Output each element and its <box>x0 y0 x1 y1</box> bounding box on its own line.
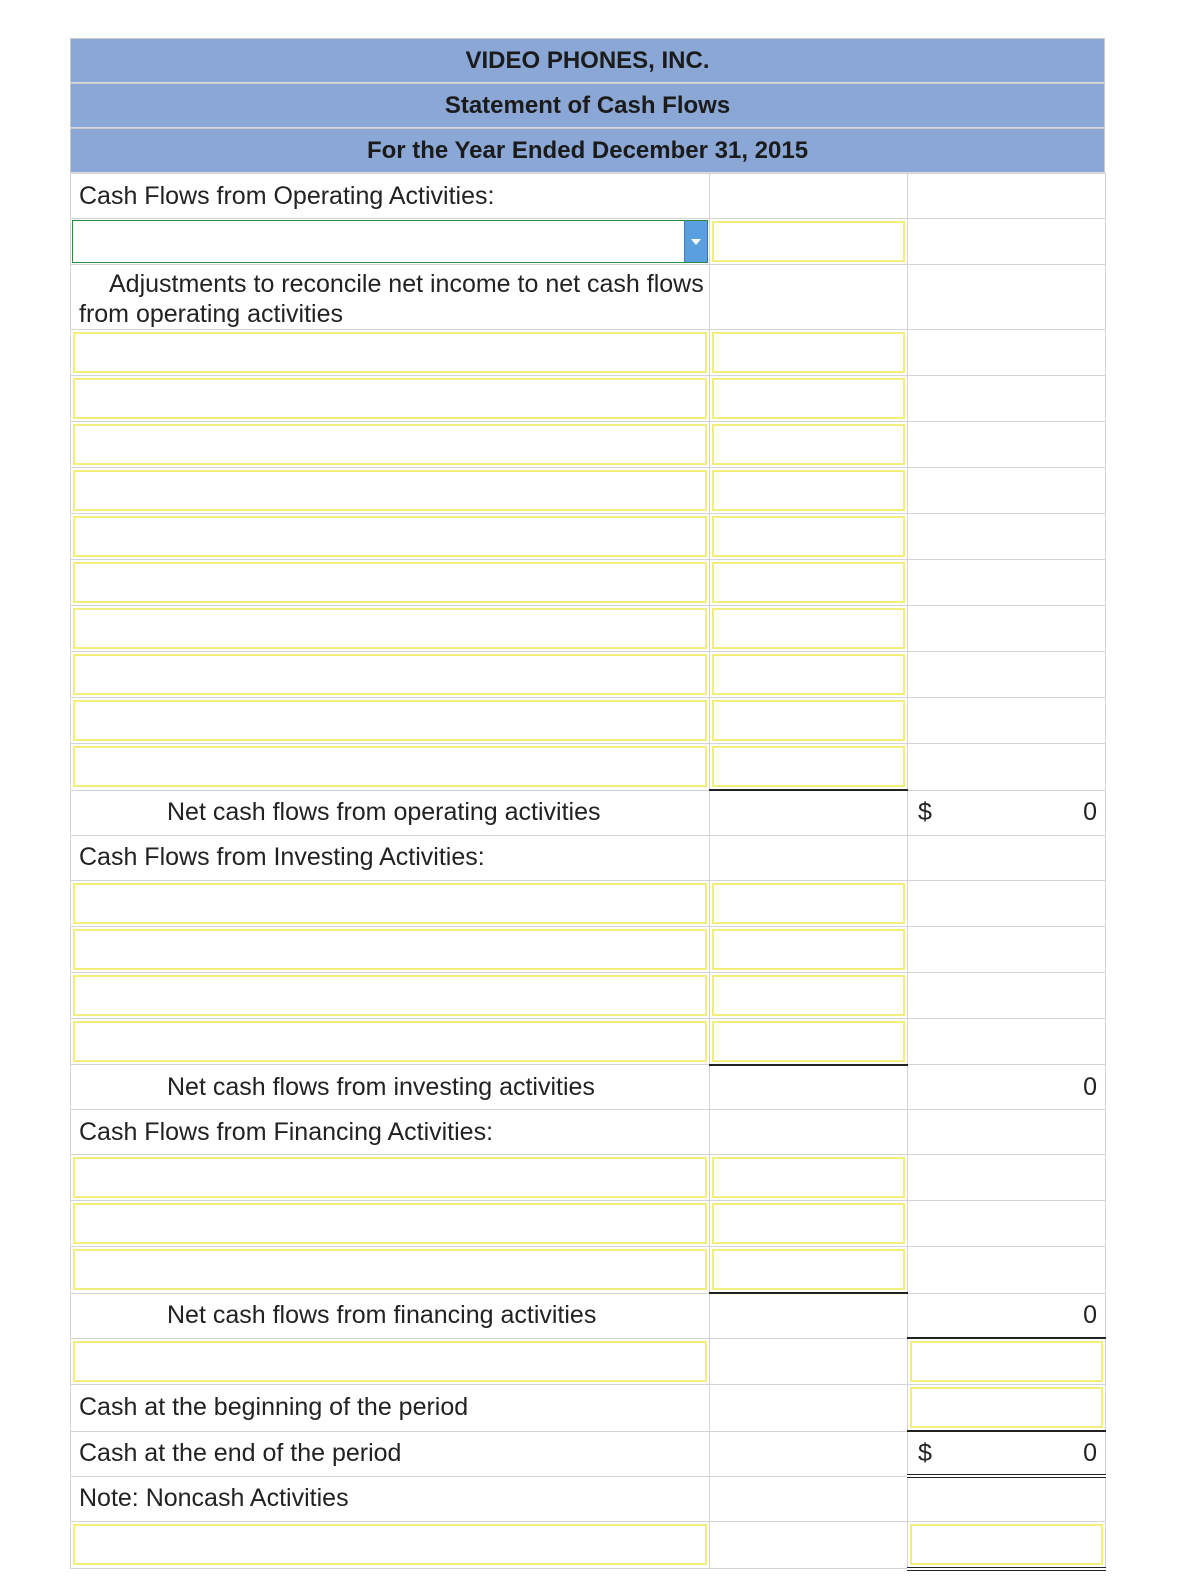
noncash-amount-input[interactable] <box>910 1524 1103 1565</box>
investing-row <box>71 972 1106 1018</box>
statement-period: For the Year Ended December 31, 2015 <box>70 128 1105 173</box>
financing-heading-row <box>71 1110 1106 1155</box>
adjustment-amount-input[interactable] <box>712 608 905 649</box>
operating-adjustment-row <box>71 422 1106 468</box>
noncash-heading: Note: Noncash Activities <box>71 1476 710 1521</box>
currency-symbol: $ <box>918 1438 932 1467</box>
investing-row <box>71 926 1106 972</box>
investing-description-input[interactable] <box>73 883 707 924</box>
operating-adjustment-row <box>71 376 1106 422</box>
noncash-row <box>71 1521 1106 1569</box>
operating-adjustment-row <box>71 652 1106 698</box>
net-income-row <box>71 219 1106 265</box>
investing-heading: Cash Flows from Investing Activities: <box>71 835 710 880</box>
operating-heading-row <box>71 174 1106 219</box>
dropdown-arrow-icon[interactable] <box>684 221 707 262</box>
adjustment-description-input[interactable] <box>73 700 707 741</box>
operating-adjustment-row <box>71 606 1106 652</box>
adjustments-label: Adjustments to reconcile net income to net cash flows from operating activities <box>79 270 704 328</box>
noncash-description-input[interactable] <box>73 1524 707 1565</box>
operating-adjustment-row <box>71 514 1106 560</box>
noncash-heading-row <box>71 1476 1106 1521</box>
adjustment-amount-input[interactable] <box>712 470 905 511</box>
cash-end-row <box>71 1431 1106 1476</box>
financing-amount-input[interactable] <box>712 1249 905 1290</box>
investing-heading-row <box>71 835 1106 880</box>
net-change-row <box>71 1338 1106 1385</box>
investing-amount-input[interactable] <box>712 929 905 970</box>
adjustment-description-input[interactable] <box>73 424 707 465</box>
cash-flow-statement <box>70 38 1105 1571</box>
operating-adjustment-row <box>71 560 1106 606</box>
net-change-amount-input[interactable] <box>910 1341 1103 1382</box>
cash-beginning-row <box>71 1385 1106 1432</box>
investing-amount-input[interactable] <box>712 975 905 1016</box>
adjustment-amount-input[interactable] <box>712 424 905 465</box>
financing-description-input[interactable] <box>73 1249 707 1290</box>
investing-row <box>71 1018 1106 1065</box>
adjustment-description-input[interactable] <box>73 470 707 511</box>
currency-symbol: $ <box>918 798 932 826</box>
operating-adjustment-row <box>71 744 1106 791</box>
net-operating-value: 0 <box>1083 798 1097 826</box>
adjustment-amount-input[interactable] <box>712 378 905 419</box>
operating-adjustment-row <box>71 468 1106 514</box>
cash-beginning-label: Cash at the beginning of the period <box>71 1385 710 1432</box>
net-operating-row <box>71 790 1106 835</box>
net-investing-value: 0 <box>1083 1072 1097 1101</box>
statement-table <box>70 173 1106 1571</box>
cash-beginning-input[interactable] <box>910 1387 1103 1428</box>
financing-amount-input[interactable] <box>712 1203 905 1244</box>
net-investing-label: Net cash flows from investing activities <box>71 1065 710 1110</box>
net-financing-row <box>71 1293 1106 1338</box>
financing-heading: Cash Flows from Financing Activities: <box>71 1110 710 1155</box>
adjustment-description-input[interactable] <box>73 378 707 419</box>
adjustment-description-input[interactable] <box>73 562 707 603</box>
financing-row <box>71 1155 1106 1201</box>
net-investing-row <box>71 1065 1106 1110</box>
operating-heading: Cash Flows from Operating Activities: <box>71 174 710 219</box>
cash-end-label: Cash at the end of the period <box>71 1431 710 1476</box>
financing-row <box>71 1247 1106 1294</box>
operating-adjustment-row <box>71 330 1106 376</box>
investing-description-input[interactable] <box>73 929 707 970</box>
financing-row <box>71 1201 1106 1247</box>
company-name: VIDEO PHONES, INC. <box>70 38 1105 83</box>
adjustment-description-input[interactable] <box>73 746 707 787</box>
adjustment-amount-input[interactable] <box>712 516 905 557</box>
net-operating-label: Net cash flows from operating activities <box>71 790 710 835</box>
investing-amount-input[interactable] <box>712 1021 905 1062</box>
financing-description-input[interactable] <box>73 1157 707 1198</box>
adjustment-amount-input[interactable] <box>712 700 905 741</box>
investing-description-input[interactable] <box>73 975 707 1016</box>
adjustment-description-input[interactable] <box>73 516 707 557</box>
investing-row <box>71 880 1106 926</box>
net-income-dropdown[interactable] <box>72 220 708 263</box>
net-financing-value: 0 <box>1083 1300 1097 1329</box>
cash-end-value: 0 <box>1083 1438 1097 1467</box>
adjustment-description-input[interactable] <box>73 332 707 373</box>
net-financing-label: Net cash flows from financing activities <box>71 1293 710 1338</box>
adjustment-amount-input[interactable] <box>712 562 905 603</box>
investing-description-input[interactable] <box>73 1021 707 1062</box>
adjustment-description-input[interactable] <box>73 608 707 649</box>
financing-description-input[interactable] <box>73 1203 707 1244</box>
net-income-amount-input[interactable] <box>712 221 905 262</box>
financing-amount-input[interactable] <box>712 1157 905 1198</box>
statement-title: Statement of Cash Flows <box>70 83 1105 128</box>
adjustment-amount-input[interactable] <box>712 654 905 695</box>
operating-adjustment-row <box>71 698 1106 744</box>
adjustment-amount-input[interactable] <box>712 332 905 373</box>
adjustments-row <box>71 265 1106 330</box>
adjustment-amount-input[interactable] <box>712 746 905 787</box>
investing-amount-input[interactable] <box>712 883 905 924</box>
adjustment-description-input[interactable] <box>73 654 707 695</box>
net-change-description-input[interactable] <box>73 1341 707 1382</box>
